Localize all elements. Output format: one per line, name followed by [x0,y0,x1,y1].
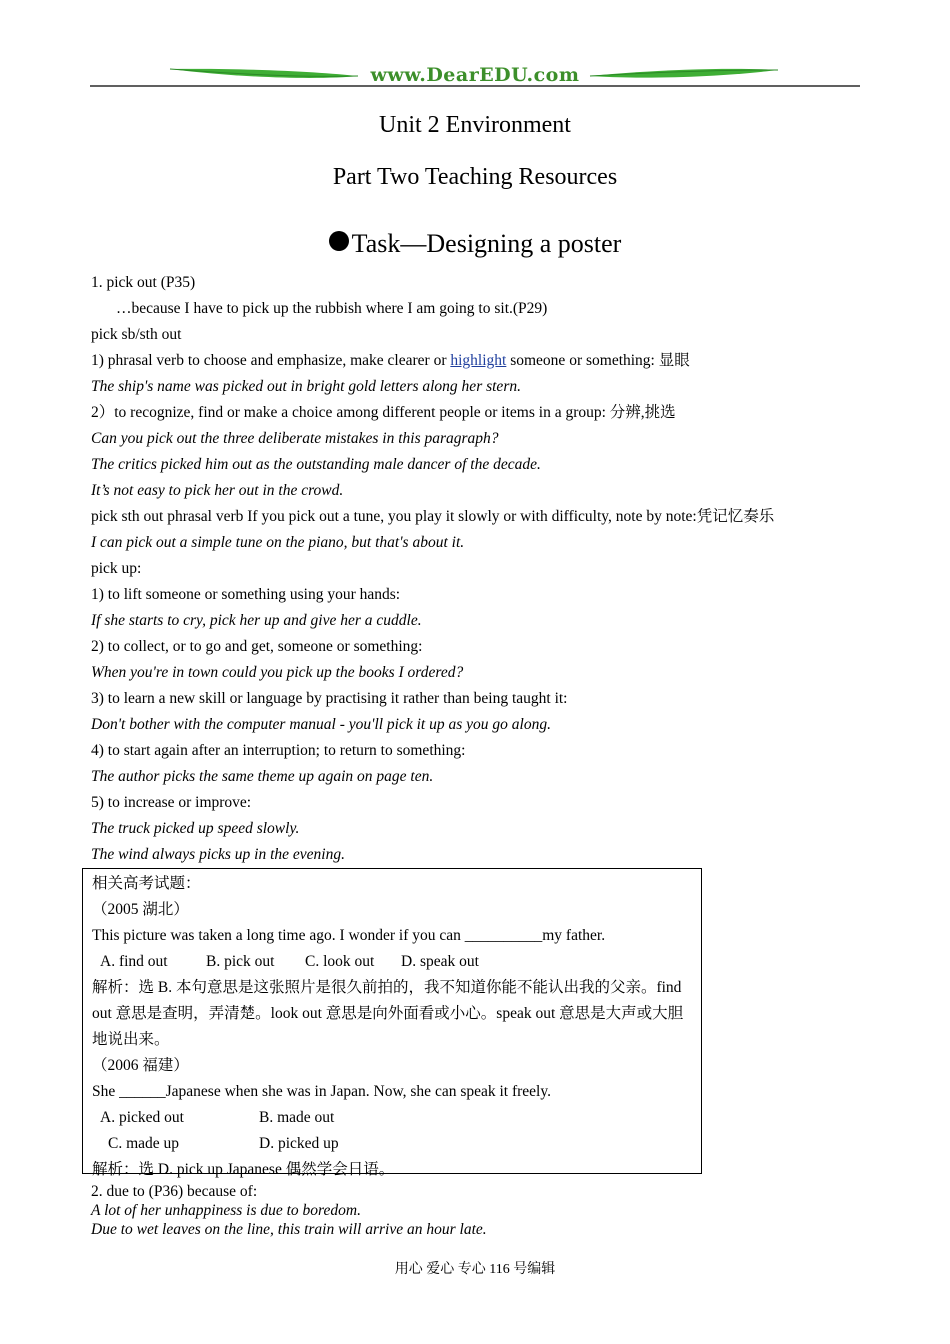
example-sentence: Can you pick out the three deliberate mistakes in this paragraph? [91,430,499,447]
example-sentence: It’s not easy to pick her out in the crowd. [91,482,344,499]
task-title [0,229,950,259]
example-sentence: The critics picked him out as the outstanding male dancer of the decade. [91,456,541,473]
definition-line: 2）to recognize, find or make a choice among different people or items in a group: 分辨,挑选 [91,404,676,421]
option-d: D. picked up [259,1135,339,1152]
answer-analysis: 解析：选 B. 本句意思是这张照片是很久前拍的，我不知道你能不能认出我的父亲。find out 意思是查明，弄清楚。look out 意思是向外面看或小心。speak out 意思是大声或大胆地说出来。 [92,979,684,1048]
option-d: D. speak out [401,953,479,970]
exam-questions-box [82,868,702,1178]
unit-title: Unit 2 Environment [379,112,571,138]
definition-line: 1) to lift someone or something using your hands: [91,586,401,603]
definition-line: 5) to increase or improve: [91,794,252,811]
example-sentence: The truck picked up speed slowly. [91,820,300,837]
option-c: C. look out [305,953,375,970]
question-options [92,1131,692,1157]
site-header [90,62,860,92]
part-title: Part Two Teaching Resources [332,164,618,190]
option-b: B. pick out [206,953,275,970]
option-c: C. made up [108,1135,180,1152]
definition-text: someone or something: 显眼 [506,352,690,369]
example-sentence: The ship's name was picked out in bright gold letters along her stern. [91,378,521,395]
highlight-link[interactable]: highlight [450,352,507,369]
definition-line: 2) to collect, or to go and get, someone or something: [91,638,423,655]
source-sentence: …because I have to pick up the rubbish where I am going to sit.(P29) [116,300,548,317]
phrase-heading: pick sb/sth out [91,326,182,343]
option-b: B. made out [259,1109,335,1126]
definition-line [91,348,861,374]
section-heading: 2. due to (P36) because of: [91,1183,258,1200]
option-a: A. picked out [100,1109,184,1126]
example-sentence: The author picks the same theme up again on page ten. [91,768,434,785]
question-source: （2006 福建） [92,1057,189,1074]
exam-heading: 相关高考试题： [92,875,201,892]
next-section [91,1182,861,1239]
task-title-text: Task—Designing a poster [351,229,622,258]
definition-line: 4) to start again after an interruption; to return to something: [91,742,466,759]
question-options [92,1105,692,1131]
example-sentence: When you're in town could you pick up the books I ordered? [91,664,464,681]
question-source: （2005 湖北） [92,901,189,918]
answer-analysis: 解析：选 D. pick up Japanese 偶然学会日语。 [92,1161,395,1178]
question-options [92,949,692,975]
example-sentence: A lot of her unhappiness is due to boredom. [91,1202,361,1219]
example-sentence: Due to wet leaves on the line, this train will arrive an hour late. [91,1221,487,1238]
question-text: She ______Japanese when she was in Japan. Now, she can speak it freely. [92,1083,551,1100]
main-content [91,270,861,868]
option-a: A. find out [100,953,168,970]
example-sentence: The wind always picks up in the evening. [91,846,345,863]
page-footer: 用心 爱心 专心 116 号编辑 [394,1262,556,1277]
bullet-icon [329,231,349,251]
example-sentence: Don't bother with the computer manual - you'll pick it up as you go along. [91,716,551,733]
example-sentence: If she starts to cry, pick her up and give her a cuddle. [91,612,422,629]
definition-line: 3) to learn a new skill or language by practising it rather than being taught it: [91,690,568,707]
section-heading: 1. pick out (P35) [91,274,196,291]
definition-text: 1) phrasal verb to choose and emphasize, make clearer or [91,352,451,369]
question-text: This picture was taken a long time ago. I wonder if you can __________my father. [92,927,606,944]
example-sentence: I can pick out a simple tune on the piano, but that's about it. [91,534,465,551]
definition-line: pick sth out phrasal verb If you pick out a tune, you play it slowly or with difficulty, note by note:凭记忆奏乐 [91,508,775,525]
phrase-heading: pick up: [91,560,142,577]
site-logo-text[interactable]: www.DearEDU.com [370,64,580,86]
